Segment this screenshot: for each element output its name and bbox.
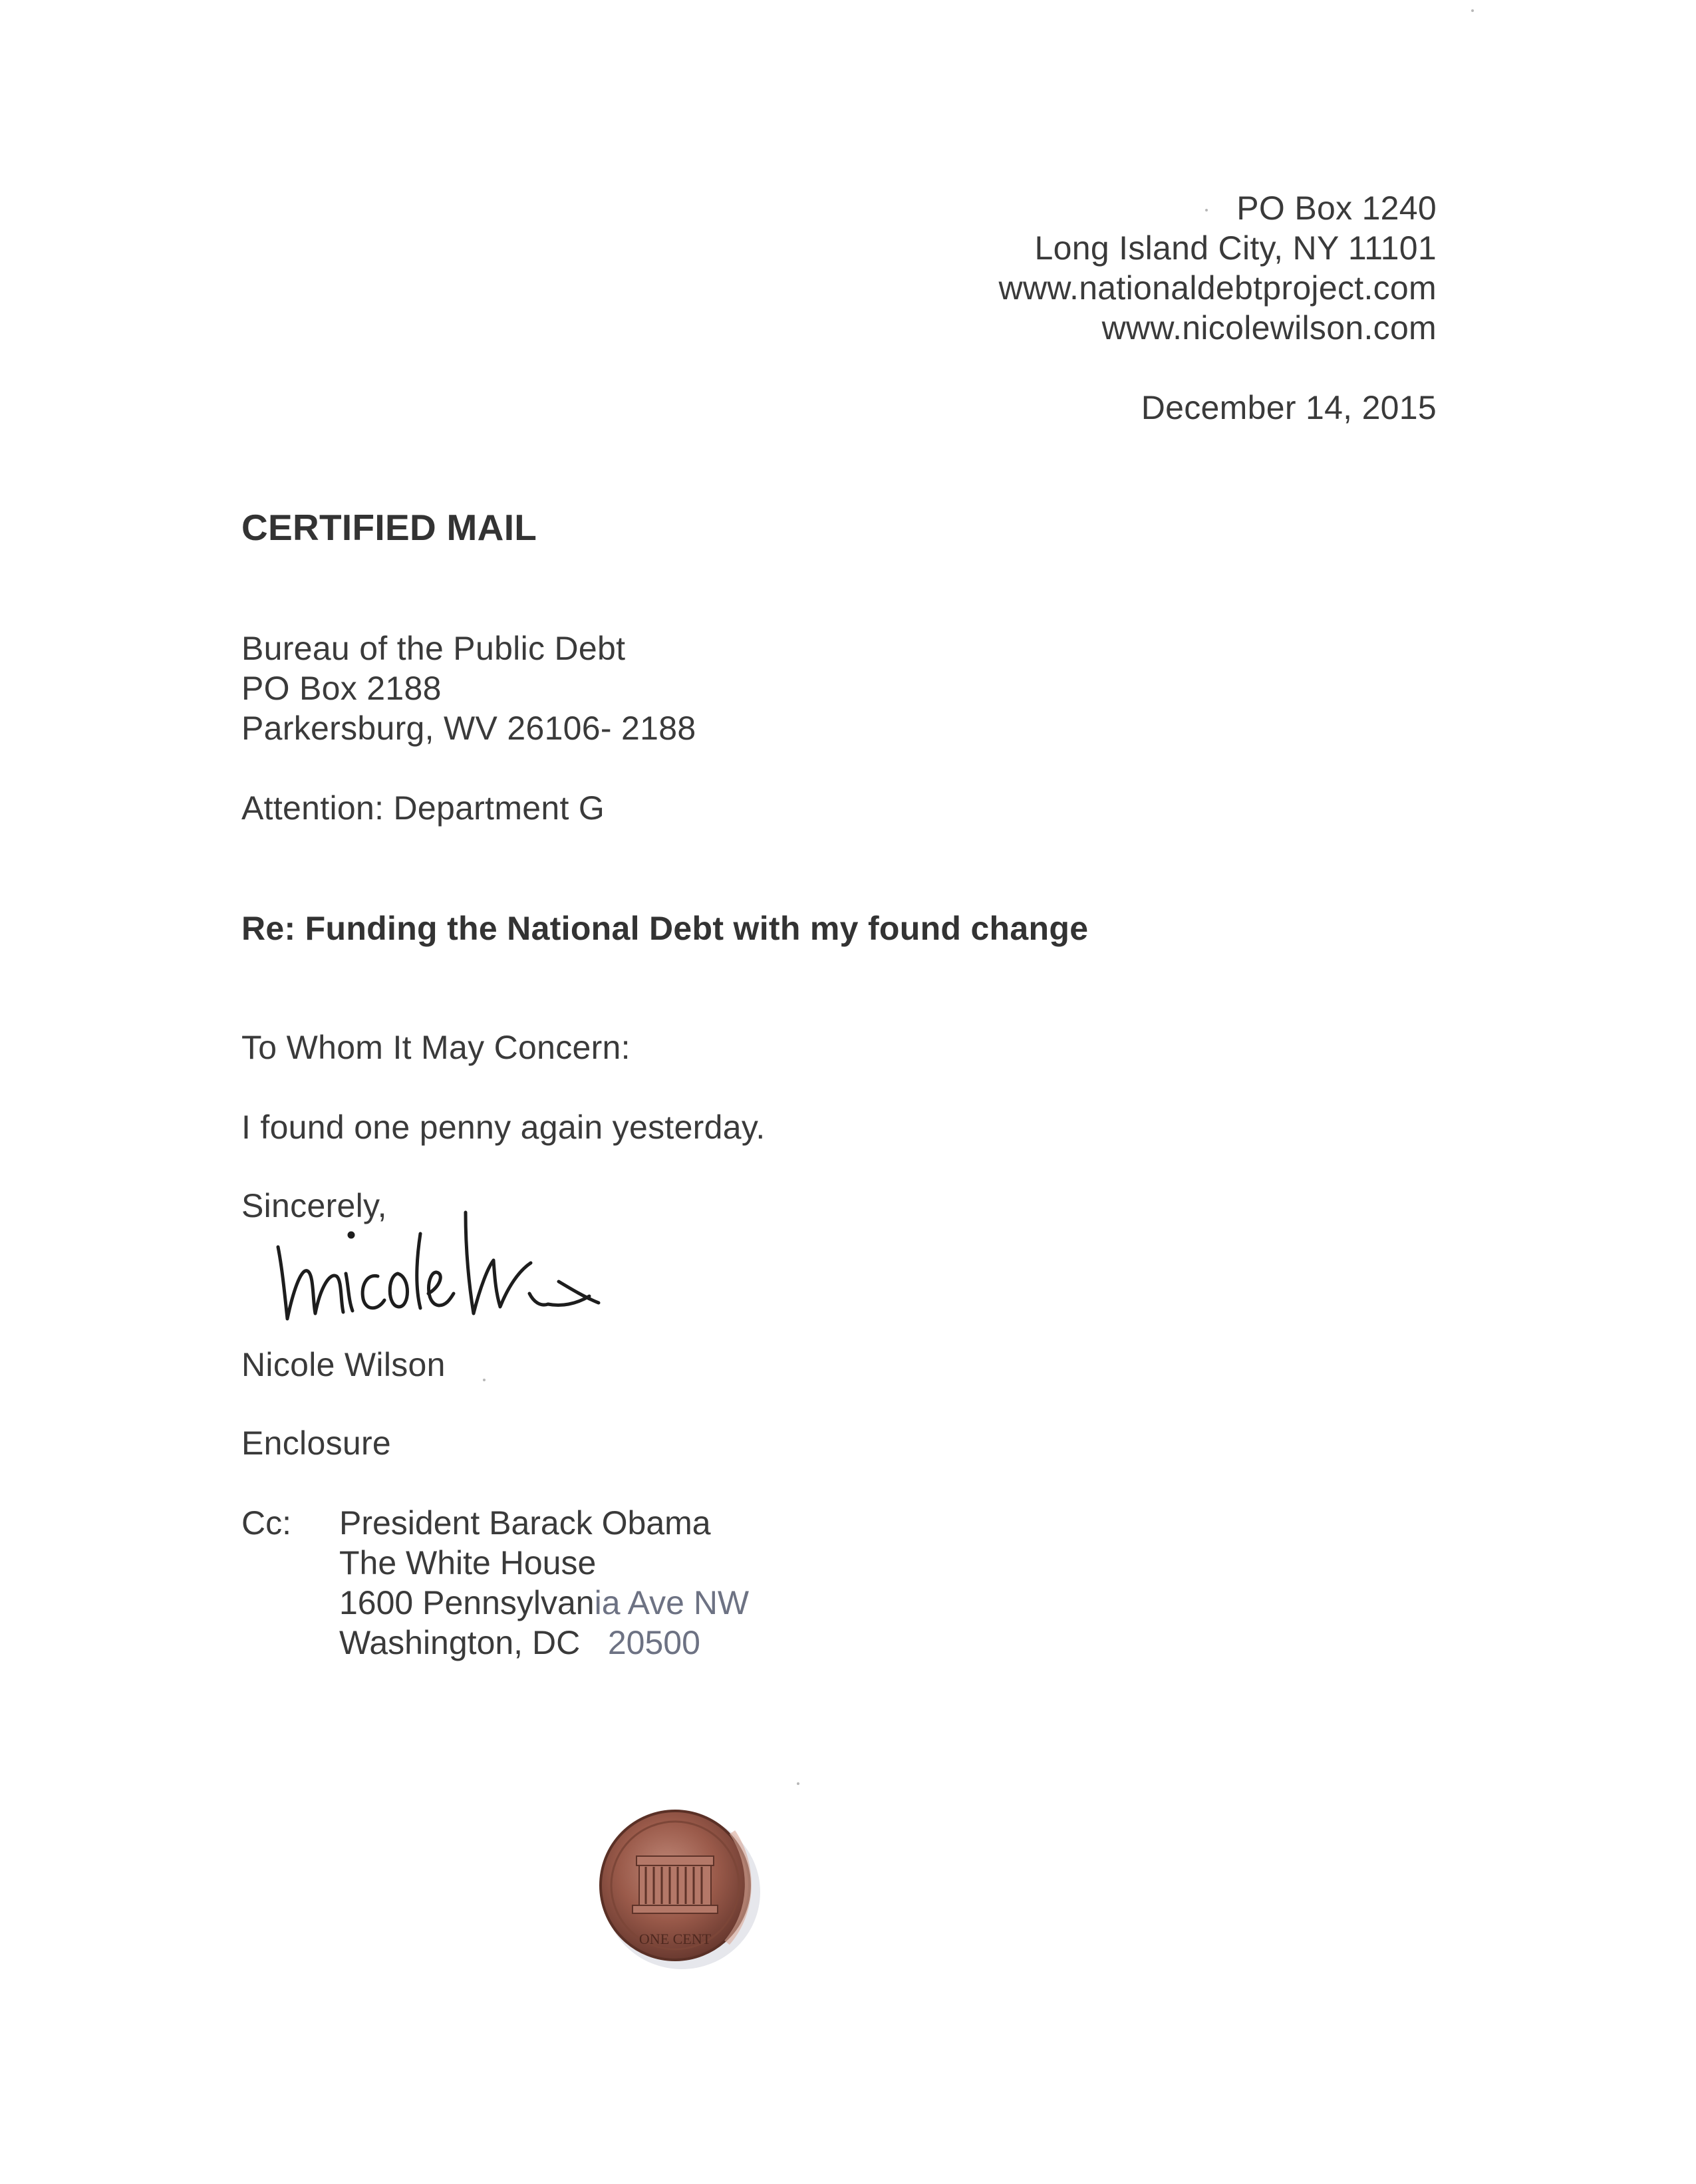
certified-mail-heading: CERTIFIED MAIL [241,507,537,548]
cc-city-main: Washington, DC [339,1624,581,1661]
letter-date: December 14, 2015 [1141,389,1437,426]
cc-name: President Barack Obama [339,1504,711,1542]
cc-zip: 20500 [607,1624,700,1661]
cc-organization: The White House [339,1544,597,1581]
scan-speck [1205,209,1208,211]
sender-city-line: Long Island City, NY 11101 [1034,229,1437,267]
cc-street [339,1583,749,1623]
cc-street-faded: ia Ave NW [594,1584,750,1621]
closing: Sincerely, [241,1187,387,1224]
cc-city [339,1623,700,1663]
enclosure-note: Enclosure [241,1425,392,1462]
subject-line: Re: Funding the National Debt with my found change [241,910,1089,947]
sender-po-box: PO Box 1240 [1236,190,1437,227]
scan-speck [1471,9,1474,12]
sender-website-1: www.nationaldebtproject.com [998,269,1437,307]
salutation: To Whom It May Concern: [241,1029,631,1066]
recipient-name: Bureau of the Public Debt [241,630,626,667]
scan-speck [483,1379,486,1381]
body-text: I found one penny again yesterday. [241,1109,766,1146]
recipient-po-box: PO Box 2188 [241,670,442,707]
penny-coin-image [575,1792,775,1979]
sender-website-2: www.nicolewilson.com [1101,309,1437,346]
recipient-city-line: Parkersburg, WV 26106- 2188 [241,710,696,747]
cc-street-main: 1600 Pennsylvan [339,1584,595,1621]
coin-inscription: ONE CENT [638,1931,712,1947]
handwritten-signature [266,1207,612,1333]
signer-name: Nicole Wilson [241,1346,446,1383]
attention-line: Attention: Department G [241,789,605,827]
scan-speck [797,1782,799,1785]
cc-label: Cc: [241,1504,291,1542]
